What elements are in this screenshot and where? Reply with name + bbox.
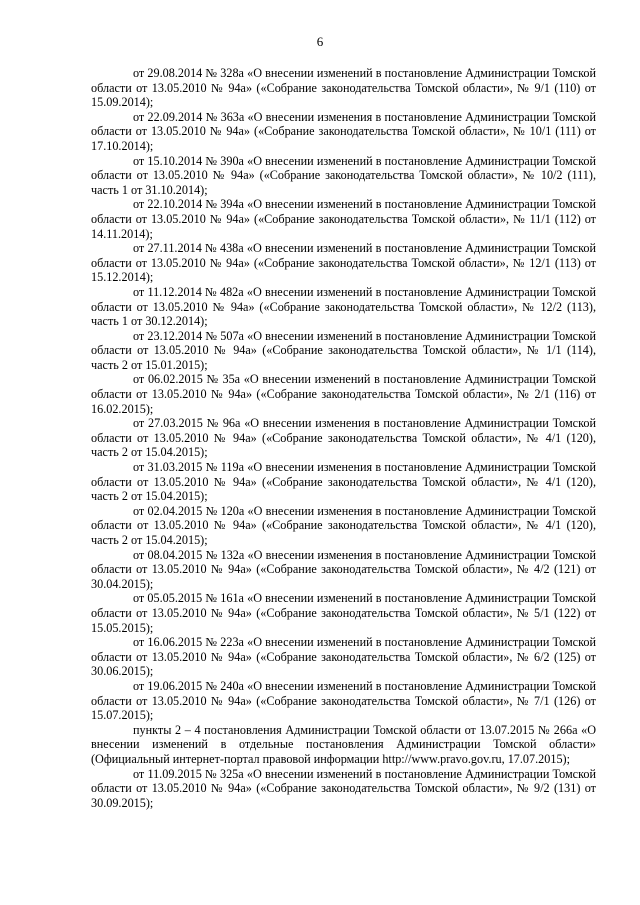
amendment-entry: от 06.02.2015 № 35а «О внесении изменений в постановление Администрации Томской области от 13.05.2010 № 94а» («Собрание законодательства Томской области», № 2/1 (116) от 16.02.2015); (91, 372, 596, 416)
amendment-entry: от 05.05.2015 № 161а «О внесении изменений в постановление Администрации Томской области от 13.05.2010 № 94а» («Собрание законодательства Томской области», № 5/1 (122) от 15.05.2015); (91, 591, 596, 635)
amendment-entry: от 11.12.2014 № 482а «О внесении изменений в постановление Администрации Томской области от 13.05.2010 № 94а» («Собрание законодательства Томской области», № 12/2 (113), часть 1 от 30.12.2014); (91, 284, 596, 329)
amendment-entry: от 11.09.2015 № 325а «О внесении изменений в постановление Администрации Томской области от 13.05.2010 № 94а» («Собрание законодательства Томской области», № 9/2 (131) от 30.09.2015); (91, 766, 596, 810)
amendment-entry: от 15.10.2014 № 390а «О внесении изменений в постановление Администрации Томской области от 13.05.2010 № 94а» («Собрание законодательства Томской области», № 10/2 (111), часть 1 от 31.10.2014); (91, 153, 596, 197)
amendment-entry: от 27.03.2015 № 96а «О внесении изменения в постановление Администрации Томской области от 13.05.2010 № 94а» («Собрание законодательства Томской области», № 4/1 (120), часть 2 от 15.04.2015); (91, 416, 596, 460)
amendment-entry: пункты 2 – 4 постановления Администрации Томской области от 13.07.2015 № 266а «О внесении изменений в отдельные постановления Администрации Томской области» (Официальный интернет-портал правовой информации http://www.pravo.gov.ru, 17.07.2015); (91, 722, 596, 766)
amendment-entry: от 31.03.2015 № 119а «О внесении изменения в постановление Администрации Томской области от 13.05.2010 № 94а» («Собрание законодательства Томской области», № 4/1 (120), часть 2 от 15.04.2015); (91, 460, 596, 504)
amendment-entry: от 08.04.2015 № 132а «О внесении изменения в постановление Администрации Томской области от 13.05.2010 № 94а» («Собрание законодательства Томской области», № 4/2 (121) от 30.04.2015); (91, 547, 596, 591)
amendment-entry: от 22.10.2014 № 394а «О внесении изменений в постановление Администрации Томской области от 13.05.2010 № 94а» («Собрание законодательства Томской области», № 11/1 (112) от 14.11.2014); (91, 197, 596, 241)
amendment-entry: от 16.06.2015 № 223а «О внесении изменений в постановление Администрации Томской области от 13.05.2010 № 94а» («Собрание законодательства Томской области», № 6/2 (125) от 30.06.2015); (91, 635, 596, 679)
amendment-entry: от 19.06.2015 № 240а «О внесении изменений в постановление Администрации Томской области от 13.05.2010 № 94а» («Собрание законодательства Томской области», № 7/1 (126) от 15.07.2015); (91, 678, 596, 723)
amendment-entry: от 22.09.2014 № 363а «О внесении изменения в постановление Администрации Томской области от 13.05.2010 № 94а» («Собрание законодательства Томской области», № 10/1 (111) от 17.10.2014); (91, 109, 596, 153)
amendment-entry: от 29.08.2014 № 328а «О внесении изменений в постановление Администрации Томской области от 13.05.2010 № 94а» («Собрание законодательства Томской области», № 9/1 (110) от 15.09.2014); (91, 66, 596, 110)
document-body (91, 66, 596, 810)
amendment-entry: от 02.04.2015 № 120а «О внесении изменения в постановление Администрации Томской области от 13.05.2010 № 94а» («Собрание законодательства Томской области», № 4/1 (120), часть 2 от 15.04.2015); (91, 503, 596, 547)
amendment-entry: от 23.12.2014 № 507а «О внесении изменений в постановление Администрации Томской области от 13.05.2010 № 94а» («Собрание законодательства Томской области», № 1/1 (114), часть 2 от 15.01.2015); (91, 328, 596, 372)
page-number: 6 (316, 34, 324, 49)
amendment-entry: от 27.11.2014 № 438а «О внесении изменений в постановление Администрации Томской области от 13.05.2010 № 94а» («Собрание законодательства Томской области», № 12/1 (113) от 15.12.2014); (91, 241, 596, 285)
